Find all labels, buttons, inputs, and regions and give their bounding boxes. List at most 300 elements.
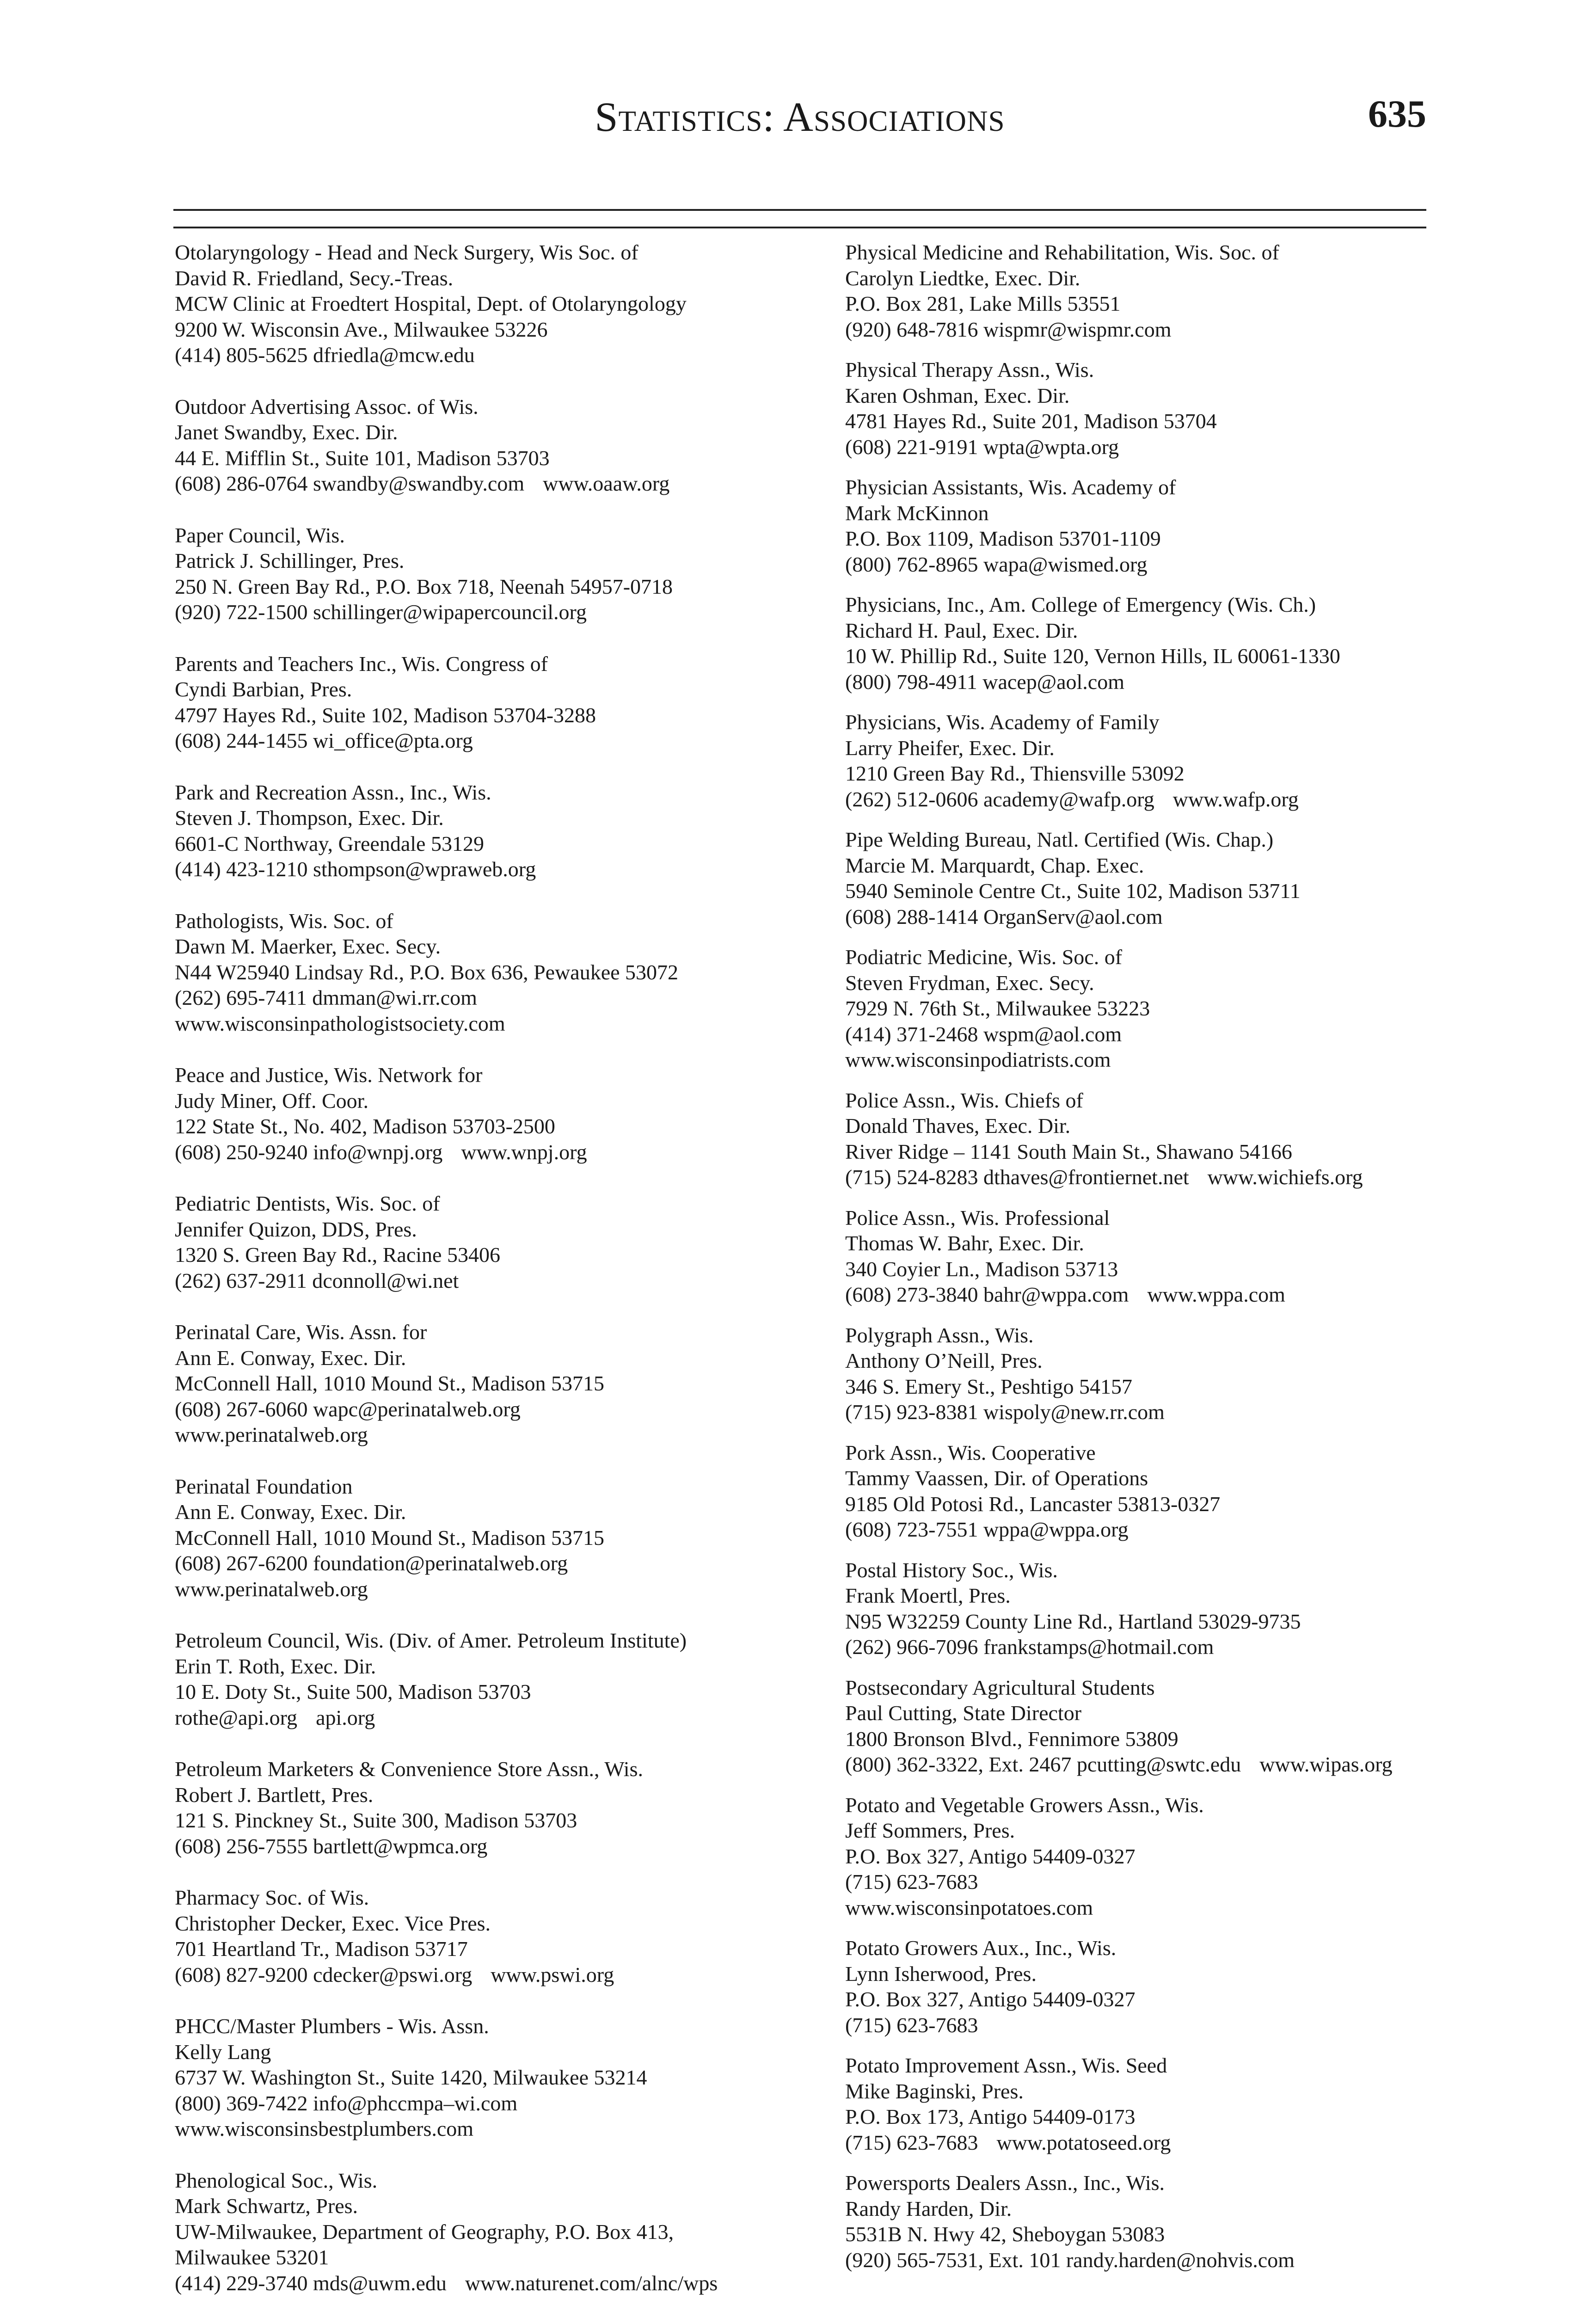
entry-line: (608) 723-7551 wppa@wppa.org	[845, 1518, 1129, 1541]
running-title: Statistics: Associations	[595, 94, 1005, 140]
entry-name: Phenological Soc., Wis.	[175, 2168, 378, 2192]
entry-line: Cyndi Barbian, Pres.	[175, 677, 352, 701]
entry-detail-line	[175, 342, 813, 368]
page-header	[173, 88, 1426, 153]
entry-detail-line	[175, 1679, 813, 1705]
entry-line: Judy Miner, Off. Coor.	[175, 1088, 368, 1113]
entry-line: (920) 565-7531, Ext. 101 randy.harden@nohvis.com	[845, 2248, 1295, 2272]
entry-name-line	[845, 1792, 1446, 1818]
entry-line: (262) 966-7096 frankstamps@hotmail.com	[845, 1635, 1214, 1659]
entry-line: 10 E. Doty St., Suite 500, Madison 53703	[175, 1680, 531, 1703]
entry-name-line	[175, 2168, 813, 2194]
entry-line: 6601-C Northway, Greendale 53129	[175, 831, 484, 855]
entry-detail-line	[175, 676, 813, 702]
entry-name-line	[845, 1205, 1446, 1231]
entry-line: (608) 267-6200 foundation@perinatalweb.org	[175, 1551, 568, 1575]
entry-line: Mark McKinnon	[845, 501, 989, 525]
entry-detail-line	[175, 1396, 813, 1422]
entry-line: P.O. Box 281, Lake Mills 53551	[845, 292, 1121, 315]
entry-line: P.O. Box 173, Antigo 54409-0173	[845, 2105, 1136, 2128]
entry-detail-line	[175, 1550, 813, 1576]
entry-line: (608) 267-6060 wapc@perinatalweb.org	[175, 1397, 521, 1421]
entry-name: Postal History Soc., Wis.	[845, 1558, 1058, 1582]
entry-name-line	[845, 592, 1446, 618]
entry-line: 346 S. Emery St., Peshtigo 54157	[845, 1374, 1133, 1398]
entry-detail-line	[175, 574, 813, 600]
entry-name: Physicians, Wis. Academy of Family	[845, 710, 1160, 734]
entry-detail-line	[845, 904, 1446, 930]
entry-detail-line	[175, 599, 813, 625]
entry-name-line	[845, 474, 1446, 500]
entry-name: Potato Growers Aux., Inc., Wis.	[845, 1936, 1117, 1960]
entry-line: Tammy Vaassen, Dir. of Operations	[845, 1466, 1148, 1490]
entry-line: McConnell Hall, 1010 Mound St., Madison 53715	[175, 1371, 604, 1395]
entry-line: Richard H. Paul, Exec. Dir.	[845, 618, 1078, 642]
entry-detail-line	[175, 1345, 813, 1371]
entry-name-line	[845, 709, 1446, 735]
entry-detail-line	[845, 2104, 1446, 2130]
entry-detail-line	[845, 2130, 1446, 2156]
entry-detail-line	[175, 1782, 813, 1808]
entry-website: www.wipas.org	[1259, 1752, 1393, 1776]
entry-line: 250 N. Green Bay Rd., P.O. Box 718, Neenah 54957-0718	[175, 574, 673, 598]
entry-detail-line	[175, 1833, 813, 1859]
directory-entry	[175, 2013, 813, 2142]
directory-entry	[845, 1557, 1446, 1660]
entry-line: 9200 W. Wisconsin Ave., Milwaukee 53226	[175, 317, 548, 341]
directory-entry	[845, 592, 1446, 695]
entry-name-line	[175, 1191, 813, 1217]
directory-entry	[845, 474, 1446, 577]
entry-name-line	[175, 1756, 813, 1782]
directory-entry	[175, 1062, 813, 1165]
entry-detail-line	[175, 2039, 813, 2065]
entry-detail-line	[845, 2078, 1446, 2104]
entry-name-line	[845, 827, 1446, 853]
entry-line: (715) 524-8283 dthaves@frontiernet.net	[845, 1165, 1189, 1189]
entry-name: Postsecondary Agricultural Students	[845, 1675, 1155, 1699]
entry-line: (414) 229-3740 mds@uwm.edu	[175, 2271, 447, 2295]
entry-detail-line	[845, 853, 1446, 879]
entry-detail-line	[845, 2221, 1446, 2247]
entry-detail-line	[845, 1282, 1446, 1308]
entry-website: www.potatoseed.org	[996, 2130, 1171, 2154]
entry-line: (262) 637-2911 dconnoll@wi.net	[175, 1268, 459, 1292]
entry-detail-line	[175, 291, 813, 317]
entry-detail-line	[175, 1499, 813, 1525]
entry-name-line	[845, 1322, 1446, 1348]
entry-line: (800) 362-3322, Ext. 2467 pcutting@swtc.edu	[845, 1752, 1241, 1776]
entry-detail-line	[845, 1139, 1446, 1165]
entry-line: www.wisconsinsbestplumbers.com	[175, 2117, 474, 2140]
entry-detail-line	[845, 1113, 1446, 1139]
entry-line: (800) 369-7422 info@phccmpa–wi.com	[175, 2091, 518, 2115]
entry-detail-line	[845, 787, 1446, 812]
entry-website: www.naturenet.com/alnc/wps	[465, 2271, 718, 2295]
entry-detail-line	[175, 1268, 813, 1294]
entry-name-line	[175, 2013, 813, 2039]
directory-entry	[845, 709, 1446, 812]
directory-entry	[175, 1756, 813, 1859]
entry-line: Larry Pheifer, Exec. Dir.	[845, 736, 1055, 760]
header-rule-bottom	[173, 227, 1426, 228]
entry-line: Mike Baginski, Pres.	[845, 2079, 1024, 2103]
entry-detail-line	[175, 856, 813, 882]
entry-name-line	[175, 394, 813, 420]
entry-line: www.perinatalweb.org	[175, 1423, 368, 1446]
entry-line: (715) 623-7683	[845, 1870, 978, 1894]
entry-line: (715) 623-7683	[845, 2130, 978, 2154]
directory-entry	[175, 523, 813, 625]
entry-line: 5940 Seminole Centre Ct., Suite 102, Madison 53711	[845, 879, 1301, 903]
entry-detail-line	[175, 2270, 813, 2296]
entry-line: 6737 W. Washington St., Suite 1420, Milwaukee 53214	[175, 2066, 647, 2089]
entry-name: Potato and Vegetable Growers Assn., Wis.	[845, 1793, 1204, 1817]
directory-entry	[175, 780, 813, 882]
entry-detail-line	[175, 1217, 813, 1242]
entry-line: (608) 288-1414 OrganServ@aol.com	[845, 904, 1163, 928]
entry-line: Randy Harden, Dir.	[845, 2196, 1012, 2220]
entry-detail-line	[175, 1371, 813, 1396]
entry-line: www.perinatalweb.org	[175, 1577, 368, 1601]
entry-name-line	[175, 1885, 813, 1911]
entry-line: David R. Friedland, Secy.-Treas.	[175, 266, 454, 290]
entry-name-line	[845, 2053, 1446, 2078]
entry-line: (920) 722-1500 schillinger@wipapercouncil.org	[175, 600, 587, 624]
entry-name: Powersports Dealers Assn., Inc., Wis.	[845, 2171, 1165, 2195]
entry-detail-line	[845, 291, 1446, 317]
entry-detail-line	[175, 1242, 813, 1268]
entry-detail-line	[845, 1818, 1446, 1844]
entry-line: (715) 623-7683	[845, 2013, 978, 2037]
entry-detail-line	[845, 383, 1446, 409]
entry-line: 5531B N. Hwy 42, Sheboygan 53083	[845, 2222, 1165, 2246]
directory-entry	[845, 2170, 1446, 2273]
entry-detail-line	[175, 1113, 813, 1139]
entry-detail-line	[175, 1525, 813, 1551]
entry-line: Milwaukee 53201	[175, 2245, 329, 2269]
entry-line: Paul Cutting, State Director	[845, 1701, 1082, 1725]
entry-name-line	[845, 1088, 1446, 1113]
entry-name-line	[845, 1557, 1446, 1583]
entry-detail-line	[845, 1895, 1446, 1921]
entry-detail-line	[845, 1047, 1446, 1073]
directory-entry	[175, 1628, 813, 1730]
entry-detail-line	[175, 959, 813, 985]
right-column	[845, 240, 1446, 2287]
entry-name-line	[845, 240, 1446, 265]
entry-detail-line	[175, 1088, 813, 1114]
entry-detail-line	[845, 500, 1446, 526]
entry-name-line	[175, 780, 813, 806]
entry-website: www.wichiefs.org	[1207, 1165, 1363, 1189]
entry-line: (800) 762-8965 wapa@wismed.org	[845, 552, 1148, 576]
entry-detail-line	[175, 1936, 813, 1962]
entry-line: N44 W25940 Lindsay Rd., P.O. Box 636, Pewaukee 53072	[175, 960, 679, 984]
entry-detail-line	[175, 702, 813, 728]
entry-name-line	[845, 1935, 1446, 1961]
entry-detail-line	[845, 1465, 1446, 1491]
entry-name: Pediatric Dentists, Wis. Soc. of	[175, 1192, 440, 1215]
entry-detail-line	[845, 1230, 1446, 1256]
entry-line: Anthony O’Neill, Pres.	[845, 1349, 1043, 1372]
entry-website: www.wafp.org	[1172, 787, 1299, 811]
entry-name-line	[845, 357, 1446, 383]
entry-detail-line	[845, 526, 1446, 552]
directory-entry	[175, 394, 813, 497]
entry-detail-line	[845, 1374, 1446, 1400]
entry-detail-line	[175, 2219, 813, 2245]
entry-line: Steven Frydman, Exec. Secy.	[845, 971, 1094, 995]
entry-line: 4781 Hayes Rd., Suite 201, Madison 53704	[845, 409, 1217, 433]
entry-line: www.wisconsinpathologistsociety.com	[175, 1011, 505, 1035]
entry-detail-line	[845, 1869, 1446, 1895]
entry-line: N95 W32259 County Line Rd., Hartland 53029-9735	[845, 1609, 1301, 1633]
entry-line: (262) 695-7411 dmman@wi.rr.com	[175, 986, 477, 1009]
entry-line: Mark Schwartz, Pres.	[175, 2194, 358, 2218]
entry-detail-line	[175, 419, 813, 445]
entry-name: Polygraph Assn., Wis.	[845, 1323, 1034, 1347]
entry-detail-line	[175, 1911, 813, 1937]
entry-detail-line	[175, 1705, 813, 1731]
entry-line: 10 W. Phillip Rd., Suite 120, Vernon Hills, IL 60061-1330	[845, 644, 1340, 668]
directory-entry	[845, 357, 1446, 460]
entry-line: Patrick J. Schillinger, Pres.	[175, 549, 405, 572]
entry-detail-line	[845, 1517, 1446, 1543]
entry-website: www.oaaw.org	[543, 472, 670, 495]
entry-detail-line	[175, 2193, 813, 2219]
entry-detail-line	[845, 1348, 1446, 1374]
entry-line: River Ridge – 1141 South Main St., Shawano 54166	[845, 1139, 1292, 1163]
entry-line: Ann E. Conway, Exec. Dir.	[175, 1346, 406, 1370]
entry-name-line	[845, 1675, 1446, 1701]
entry-detail-line	[845, 2196, 1446, 2222]
entry-detail-line	[845, 735, 1446, 761]
entry-line: 9185 Old Potosi Rd., Lancaster 53813-0327	[845, 1492, 1221, 1516]
entry-line: Donald Thaves, Exec. Dir.	[845, 1114, 1071, 1138]
directory-entry	[845, 1935, 1446, 2038]
entry-line: Frank Moertl, Pres.	[845, 1584, 1011, 1607]
entry-line: (414) 371-2468 wspm@aol.com	[845, 1022, 1122, 1046]
directory-entry	[845, 240, 1446, 342]
entry-name: Park and Recreation Assn., Inc., Wis.	[175, 780, 491, 804]
entry-detail-line	[845, 618, 1446, 644]
entry-line: 701 Heartland Tr., Madison 53717	[175, 1937, 468, 1961]
entry-detail-line	[845, 1700, 1446, 1726]
entry-name: Pork Assn., Wis. Cooperative	[845, 1440, 1096, 1464]
entry-detail-line	[175, 985, 813, 1011]
entry-name-line	[175, 1319, 813, 1345]
entry-detail-line	[845, 1726, 1446, 1752]
left-column	[175, 240, 813, 2312]
entry-detail-line	[175, 1422, 813, 1448]
entry-line: 1800 Bronson Blvd., Fennimore 53809	[845, 1727, 1179, 1751]
entry-line: (608) 286-0764 swandby@swandby.com	[175, 472, 525, 495]
entry-line: Jeff Sommers, Pres.	[845, 1819, 1015, 1842]
entry-line: Carolyn Liedtke, Exec. Dir.	[845, 266, 1080, 290]
directory-entry	[175, 1191, 813, 1293]
entry-detail-line	[175, 1808, 813, 1833]
entry-detail-line	[845, 317, 1446, 343]
directory-entry	[175, 240, 813, 368]
entry-line: Thomas W. Bahr, Exec. Dir.	[845, 1231, 1084, 1255]
entry-line: 7929 N. 76th St., Milwaukee 53223	[845, 996, 1150, 1020]
entry-detail-line	[845, 1256, 1446, 1282]
entry-line: (608) 827-9200 cdecker@pswi.org	[175, 1962, 473, 1986]
entry-name: Petroleum Marketers & Convenience Store Assn., Wis.	[175, 1757, 643, 1781]
entry-name: Pipe Welding Bureau, Natl. Certified (Wis. Chap.)	[845, 828, 1274, 851]
entry-name-line	[175, 908, 813, 934]
entry-line: (608) 221-9191 wpta@wpta.org	[845, 435, 1119, 459]
entry-name: Parents and Teachers Inc., Wis. Congress of	[175, 652, 548, 676]
directory-entry	[845, 1440, 1446, 1543]
directory-entry	[845, 1088, 1446, 1190]
entry-website: www.pswi.org	[491, 1962, 614, 1986]
entry-name: Otolaryngology - Head and Neck Surgery, Wis Soc. of	[175, 240, 638, 264]
entry-name: Petroleum Council, Wis. (Div. of Amer. Petroleum Institute)	[175, 1629, 687, 1652]
entry-detail-line	[175, 317, 813, 343]
entry-line: 1210 Green Bay Rd., Thiensville 53092	[845, 762, 1185, 785]
directory-entry	[175, 2168, 813, 2296]
entry-detail-line	[175, 265, 813, 291]
directory-entry	[845, 1675, 1446, 1777]
directory-entry	[845, 1792, 1446, 1921]
entry-name: Paper Council, Wis.	[175, 523, 345, 547]
entry-detail-line	[845, 408, 1446, 434]
entry-detail-line	[845, 265, 1446, 291]
directory-entry	[175, 651, 813, 754]
entry-name: Physicians, Inc., Am. College of Emergency (Wis. Ch.)	[845, 593, 1316, 616]
directory-entry	[845, 827, 1446, 929]
entry-name: Police Assn., Wis. Professional	[845, 1205, 1110, 1230]
header-rule-top	[173, 209, 1426, 211]
entry-detail-line	[845, 669, 1446, 695]
entry-line: Marcie M. Marquardt, Chap. Exec.	[845, 853, 1144, 877]
entry-line: (608) 256-7555 bartlett@wpmca.org	[175, 1834, 488, 1858]
entry-name: Physical Therapy Assn., Wis.	[845, 358, 1094, 381]
entry-line: (800) 798-4911 wacep@aol.com	[845, 670, 1124, 694]
entry-line: 4797 Hayes Rd., Suite 102, Madison 53704-3288	[175, 703, 596, 727]
entry-detail-line	[175, 1576, 813, 1602]
entry-detail-line	[845, 1752, 1446, 1777]
entry-detail-line	[175, 471, 813, 497]
entry-detail-line	[845, 1986, 1446, 2012]
entry-line: (715) 923-8381 wispoly@new.rr.com	[845, 1400, 1165, 1424]
entry-line: 121 S. Pinckney St., Suite 300, Madison 53703	[175, 1808, 577, 1832]
entry-line: Steven J. Thompson, Exec. Dir.	[175, 806, 444, 830]
entry-line: www.wisconsinpodiatrists.com	[845, 1048, 1111, 1071]
entry-detail-line	[845, 1609, 1446, 1635]
entry-name-line	[175, 523, 813, 548]
entry-detail-line	[175, 2116, 813, 2142]
entry-detail-line	[175, 445, 813, 471]
entry-detail-line	[845, 1491, 1446, 1517]
entry-line: Kelly Lang	[175, 2040, 271, 2064]
entry-detail-line	[175, 1011, 813, 1037]
entry-name-line	[175, 1062, 813, 1088]
entry-line: Erin T. Roth, Exec. Dir.	[175, 1654, 376, 1678]
directory-entry	[175, 908, 813, 1037]
entry-detail-line	[845, 643, 1446, 669]
entry-detail-line	[845, 1399, 1446, 1425]
entry-line: P.O. Box 327, Antigo 54409-0327	[845, 1987, 1136, 2011]
entry-detail-line	[845, 2247, 1446, 2273]
entry-line: (262) 512-0606 academy@wafp.org	[845, 787, 1154, 811]
entry-line: Ann E. Conway, Exec. Dir.	[175, 1500, 406, 1524]
entry-detail-line	[175, 934, 813, 959]
entry-name: Police Assn., Wis. Chiefs of	[845, 1088, 1083, 1112]
entry-detail-line	[845, 761, 1446, 787]
directory-entry	[845, 1205, 1446, 1308]
entry-line: 340 Coyier Ln., Madison 53713	[845, 1257, 1118, 1281]
entry-name: Pathologists, Wis. Soc. of	[175, 909, 393, 933]
entry-line: UW-Milwaukee, Department of Geography, P.O. Box 413,	[175, 2220, 674, 2244]
entry-name: Pharmacy Soc. of Wis.	[175, 1886, 369, 1909]
entry-detail-line	[175, 1654, 813, 1679]
entry-line: (608) 250-9240 info@wnpj.org	[175, 1140, 443, 1164]
entry-website: www.wppa.com	[1147, 1283, 1285, 1306]
entry-detail-line	[175, 831, 813, 857]
entry-name: PHCC/Master Plumbers - Wis. Assn.	[175, 2014, 489, 2038]
directory-entry	[175, 1319, 813, 1448]
entry-line: (608) 273-3840 bahr@wppa.com	[845, 1283, 1129, 1306]
directory-entry	[845, 1322, 1446, 1425]
entry-name-line	[175, 651, 813, 677]
entry-name-line	[175, 240, 813, 265]
entry-line: P.O. Box 327, Antigo 54409-0327	[845, 1844, 1136, 1868]
entry-name: Physical Medicine and Rehabilitation, Wis. Soc. of	[845, 240, 1279, 264]
entry-website: api.org	[316, 1705, 375, 1729]
entry-line: 1320 S. Green Bay Rd., Racine 53406	[175, 1243, 500, 1267]
entry-detail-line	[845, 434, 1446, 460]
entry-name-line	[175, 1628, 813, 1654]
entry-name-line	[845, 1440, 1446, 1466]
entry-detail-line	[845, 1844, 1446, 1869]
entry-name: Physician Assistants, Wis. Academy of	[845, 475, 1176, 499]
entry-detail-line	[175, 2091, 813, 2116]
entry-line: P.O. Box 1109, Madison 53701-1109	[845, 527, 1161, 550]
entry-detail-line	[845, 552, 1446, 578]
directory-entry	[845, 944, 1446, 1073]
entry-name: Potato Improvement Assn., Wis. Seed	[845, 2054, 1167, 2077]
entry-detail-line	[845, 996, 1446, 1021]
entry-line: Karen Oshman, Exec. Dir.	[845, 383, 1070, 407]
entry-line: Dawn M. Maerker, Exec. Secy.	[175, 935, 441, 958]
entry-line: (920) 648-7816 wispmr@wispmr.com	[845, 317, 1172, 341]
page-number: 635	[1368, 92, 1426, 135]
entry-detail-line	[175, 1139, 813, 1165]
entry-line: Lynn Isherwood, Pres.	[845, 1962, 1037, 1986]
entry-line: (414) 423-1210 sthompson@wpraweb.org	[175, 857, 536, 881]
entry-detail-line	[845, 2012, 1446, 2038]
entry-name: Perinatal Foundation	[175, 1474, 353, 1498]
entry-line: 44 E. Mifflin St., Suite 101, Madison 53703	[175, 446, 550, 470]
entry-detail-line	[845, 1583, 1446, 1609]
entry-detail-line	[175, 548, 813, 574]
entry-line: McConnell Hall, 1010 Mound St., Madison 53715	[175, 1525, 604, 1550]
entry-name: Podiatric Medicine, Wis. Soc. of	[845, 945, 1123, 969]
entry-name-line	[845, 2170, 1446, 2196]
entry-detail-line	[175, 2244, 813, 2270]
directory-entry	[175, 1885, 813, 1987]
entry-detail-line	[845, 1634, 1446, 1660]
entry-line: (414) 805-5625 dfriedla@mcw.edu	[175, 343, 475, 367]
entry-line: Robert J. Bartlett, Pres.	[175, 1783, 374, 1807]
directory-entry	[845, 2053, 1446, 2155]
entry-detail-line	[845, 1021, 1446, 1047]
directory-entry	[175, 1474, 813, 1602]
entry-line: rothe@api.org	[175, 1705, 298, 1729]
